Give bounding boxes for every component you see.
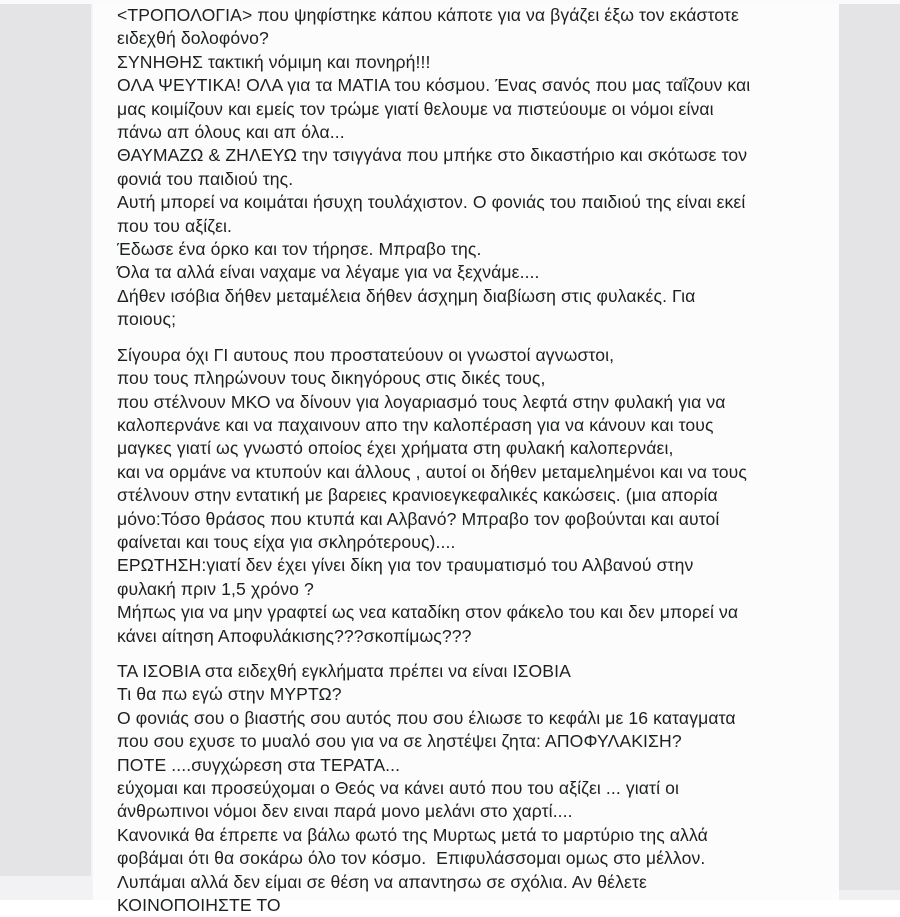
bottom-left-light-area: [0, 876, 91, 900]
post-paragraph: <ΤΡΟΠΟΛΟΓΙΑ> που ψηφίστηκε κάπου κάποτε για να βγάζει έξω τον εκάστοτε ειδεχθή δολοφόνο? ΣΥΝΗΘΗΣ τακτική νόμιμη και πονηρή!!! ΟΛΑ ΨΕΥΤΙΚΑ! ΟΛΑ για τα ΜΑΤΙΑ του κόσμου. Ένας σανός που μας ταΐζουν και μας κοιμίζουν και εμείς τον τρώμε γιατί θελουμε να πιστεύουμε οι νόμοι είναι πάνω απ όλους και απ όλα... ΘΑΥΜΑΖΩ & ΖΗΛΕΥΩ την τσιγγάνα που μπήκε στο δικαστήριο και σκότωσε τον φονιά του παιδιού της. Αυτή μπορεί να κοιμάται ήσυχη τουλάχιστον. Ο φονιάς του παιδιού της είναι εκεί που του αξίζει. Έδωσε ένα όρκο και τον τήρησε. Μπραβο της. Όλα τα αλλά είναι ναχαμε να λέγαμε για να ξεχνάμε.... Δήθεν ισόβια δήθεν μεταμέλεια δήθεν άσχημη διαβίωση στις φυλακές. Για ποιους;: [117, 5, 751, 330]
post-panel: [91, 0, 839, 916]
post-paragraph: Σίγουρα όχι ΓΙ αυτους που προστατεύουν οι γνωστοί αγνωστοι, που τους πληρώνουν τους δικηγόρους στις δικές τους, που στέλνουν ΜΚΟ να δίνουν για λογαριασμό τους λεφτά στην φυλακή για να καλοπερνάνε και να παχαινουν απο την καλοπέραση για να κάνουν και τους μαγκες γιατί ως γνωστό οποίος έχει χρήματα στη φυλακή καλοπερνάει, και να ορμάνε να κτυπούν και άλλους , αυτοί οι δήθεν μεταμελημένοι και να τους στέλνουν στην εντατική με βαρειες κρανιοεγκεφαλικές κακώσεις. (μια απορία μόνο:Τόσο θράσος που κτυπά και Αλβανό? Μπραβο τον φοβούνται και αυτοί φαίνεται και τους είχα για σκληρότερους).... ΕΡΩΤΗΣΗ:γιατί δεν έχει γίνει δίκη για τον τραυματισμό του Αλβανού στην φυλακή πριν 1,5 χρόνο ? Μήπως για να μην γραφτεί ως νεα καταδίκη στον φάκελο του και δεν μπορεί να κάνει αίτηση Αποφυλάκισης???σκοπίμως???: [117, 344, 747, 646]
post-text: [117, 0, 829, 917]
post-paragraph: ΤΑ ΙΣΟΒΙΑ στα ειδεχθή εγκλήματα πρέπει να είναι ΙΣΟΒΙΑ Τι θα πω εγώ στην ΜΥΡΤΩ? Ο φονιάς σου ο βιαστής σου αυτός που σου έλιωσε το κεφάλι με 16 καταγματα που σου εχυσε το μυαλό σου για να σε ληστέψει ζητα: ΑΠΟΦΥΛΑΚΙΣΗ? ΠΟΤΕ ....συγχώρεση στα ΤΕΡΑΤΑ... εύχομαι και προσεύχομαι ο Θεός να κάνει αυτό που του αξίζει ... γιατί οι άνθρωπινοι νόμοι δεν ειναι παρά μονο μελάνι στο χαρτί.... Κανονικά θα έπρεπε να βάλω φωτό της Μυρτως μετά το μαρτύριο της αλλά φοβάμαι ότι θα σοκάρω όλο τον κόσμο. Επιφυλάσσομαι ομως στο μέλλον. Λυπάμαι αλλά δεν είμαι σε θέση να απαντησω σε σχόλια. Αν θέλετε ΚΟΙΝΟΠΟΙΗΣΤΕ ΤΟ: [117, 660, 736, 916]
top-edge-strip: [0, 0, 900, 4]
bottom-right-light-area: [839, 890, 900, 900]
